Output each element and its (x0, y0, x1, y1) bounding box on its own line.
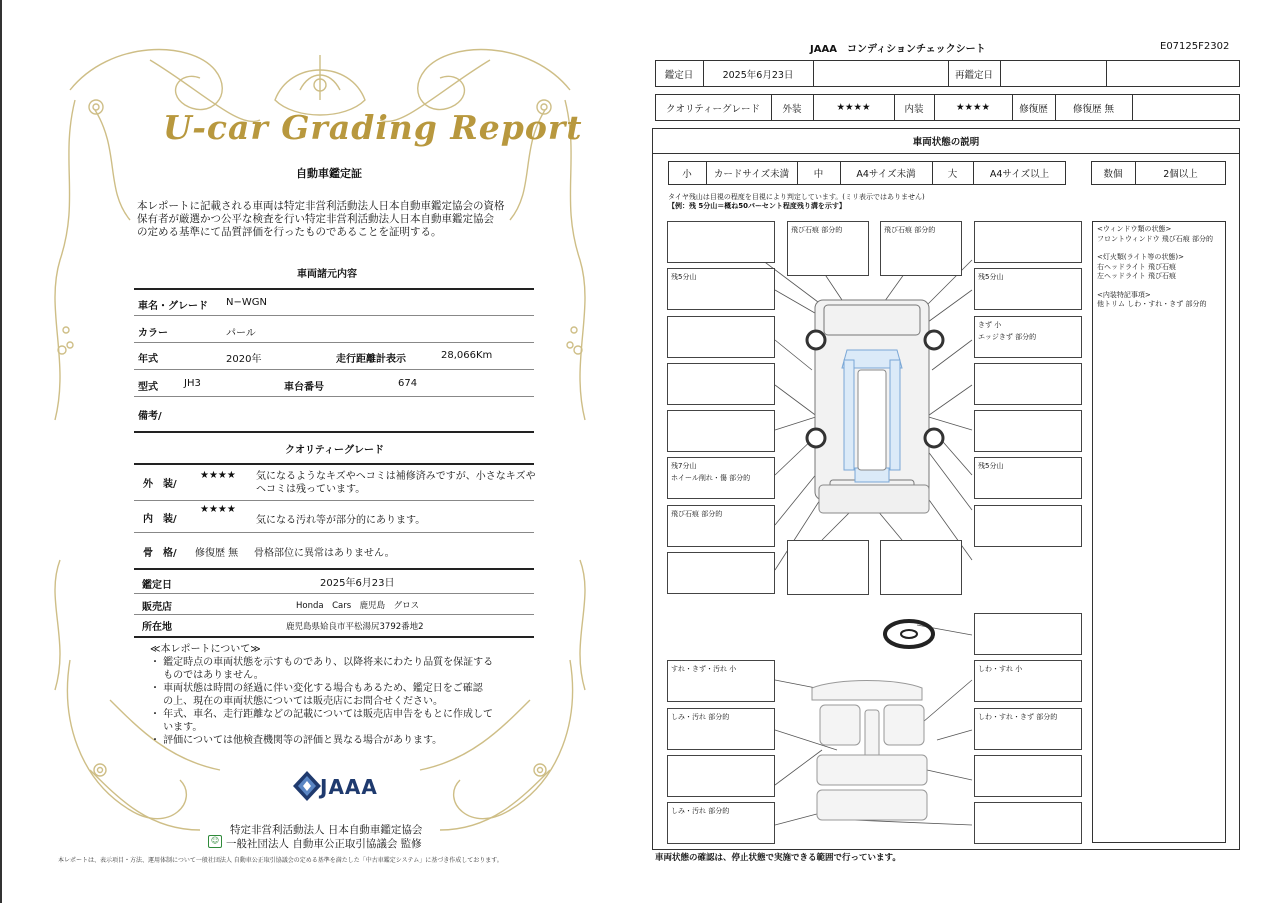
size-large: 大 (947, 169, 958, 180)
note-text: きず 小 (978, 321, 1002, 329)
note-box (974, 613, 1082, 655)
year-value: 2020年 (226, 354, 262, 365)
size-small-desc: カードサイズ未満 (713, 169, 790, 180)
note-line: ・ 鑑定時点の車両状態を示すものであり、以降将来にわたり品質を保証する (150, 657, 494, 668)
divider (134, 463, 534, 465)
divider (134, 500, 534, 501)
note-text: 飛び石痕 部分的 (884, 226, 936, 234)
ext-stars: ★★★★ (836, 102, 871, 113)
org-name-1: 特定非営利活動法人 日本自動車鑑定協会 (230, 824, 423, 836)
note-box-right-rear-tire (974, 457, 1082, 499)
note-text: すれ・きず・汚れ 小 (671, 665, 737, 673)
dealer-value: Honda Cars 鹿児島 グロス (296, 601, 420, 611)
note-box (667, 221, 775, 263)
note-box (974, 755, 1082, 797)
note-text: しみ・汚れ 部分的 (671, 713, 730, 721)
note-line: ・ 車両状態は時間の経過に伴い変化する場合もあるため、鑑定日をご確認 (150, 683, 483, 694)
sheet-title: JAAA コンディションチェックシート (810, 44, 986, 55)
notes-title: ≪本レポートについて≫ (150, 644, 261, 655)
size-mid: 中 (813, 169, 824, 180)
divider (134, 369, 534, 370)
note-line: います。 (150, 722, 203, 733)
certificate-subtitle: 自動車鑑定証 (296, 167, 362, 180)
note-text: しわ・すれ・きず 部分的 (978, 713, 1058, 721)
cell-divider (813, 60, 814, 87)
note-box (974, 410, 1082, 452)
address-value: 鹿児島県姶良市平松湯尻3792番地2 (286, 622, 424, 632)
divider (134, 636, 534, 638)
mileage-value: 28,066Km (441, 350, 493, 361)
appraisal-date-label: 鑑定日 (142, 580, 172, 591)
right-footer: 車両状態の確認は、停止状態で実施できる範囲で行っています。 (655, 853, 901, 863)
note-text: しみ・汚れ 部分的 (671, 807, 730, 815)
cell-divider (1132, 94, 1133, 121)
chassis-value: 674 (398, 378, 418, 389)
side-note-line: <ウィンドウ類の状態> (1097, 225, 1172, 233)
side-note-line: フロントウィンドウ 飛び石痕 部分的 (1097, 234, 1214, 243)
note-box-left-rear (667, 505, 775, 547)
intro-text (137, 200, 505, 239)
note-box-interior-left-2 (667, 708, 775, 750)
color-label: カラー (138, 328, 168, 339)
left-footer: 本レポートは、表示項目・方法、運用体制について一般社団法人 自動車公正取引協議会の定める基準を満たした「中古車鑑定システム」に基づき作成しております。 (58, 857, 503, 864)
note-box (667, 552, 775, 594)
side-note-line: <灯火類(ライト等の状態)> (1097, 253, 1184, 261)
date-label: 鑑定日 (664, 69, 694, 81)
car-name-label: 車名・グレード (138, 301, 208, 312)
note-line: ・ 年式、車名、走行距離などの記載については販売店申告をもとに作成して (150, 709, 493, 720)
exterior-text-line: 気になるようなキズやヘコミは補修済みですが、小さなキズや (256, 471, 536, 482)
note-text: 残5分山 (671, 273, 697, 281)
intro-line: 保有者が厳選かつ公平な検査を行い特定非営利活動法人日本自動車鑑定協会 (137, 213, 494, 225)
car-name-value: N−WGN (226, 297, 267, 308)
note-text: ホイール削れ・傷 部分的 (671, 474, 751, 482)
color-value: パール (226, 328, 256, 339)
note-text: 飛び石痕 部分的 (671, 510, 723, 518)
side-notes (1097, 225, 1213, 310)
count-desc: 2個以上 (1163, 169, 1198, 180)
int-stars: ★★★★ (955, 102, 991, 113)
divider (134, 396, 534, 397)
divider (134, 568, 534, 570)
interior-text: 気になる汚れ等が部分的にあります。 (256, 515, 426, 526)
model-label: 型式 (138, 382, 158, 393)
exterior-text-line: ヘコミは残っています。 (256, 484, 366, 495)
description-title: 車両状態の説明 (912, 136, 980, 148)
note-box (974, 363, 1082, 405)
divider (134, 532, 534, 533)
size-mid-desc: A4サイズ未満 (856, 169, 916, 180)
vehicle-section-title: 車両諸元内容 (297, 269, 357, 280)
side-note-line: 他トリム しわ・すれ・きず 部分的 (1097, 300, 1207, 308)
side-note-line (1097, 244, 1213, 253)
interior-label: 内 装/ (143, 514, 177, 525)
repair-value: 修復歴 無 (1072, 103, 1115, 115)
intro-line: 本レポートに記載される車両は特定非営利活動法人日本自動車鑑定協会の資格 (137, 200, 505, 212)
exterior-text (256, 470, 536, 496)
note-box (974, 505, 1082, 547)
side-notes-panel (1092, 221, 1226, 843)
divider (134, 431, 534, 433)
mileage-label: 走行距離計表示 (336, 354, 406, 365)
appraisal-date-value: 2025年6月23日 (320, 578, 395, 589)
interior-stars: ★★★★ (200, 504, 236, 515)
jaaa-logo-text: JAAA (320, 775, 378, 799)
note-box (880, 540, 962, 595)
note-box-front-left (787, 221, 869, 276)
divider (134, 342, 534, 343)
side-note-line (1097, 282, 1213, 291)
divider (134, 288, 534, 290)
note-box-interior-left-4 (667, 802, 775, 844)
note-box-interior-left-1 (667, 660, 775, 702)
address-label: 所在地 (142, 622, 172, 633)
cell-divider (1000, 60, 1001, 87)
note-box (667, 316, 775, 358)
note-box-left-front-tire (667, 268, 775, 310)
note-text: エッジきず 部分的 (978, 333, 1037, 341)
jaaa-logo-icon (292, 770, 322, 802)
org-name-2: 一般社団法人 自動車公正取引協議会 監修 (226, 838, 422, 850)
tire-note-1: タイヤ残山は目視の程度を目視により判定しています。(ミリ表示ではありません) (668, 193, 925, 201)
note-text: 残7分山 (671, 462, 697, 470)
note-box (974, 802, 1082, 844)
note-box (667, 363, 775, 405)
frame-text: 骨格部位に異常はありません。 (254, 548, 395, 559)
dealer-label: 販売店 (142, 602, 172, 613)
note-text: しわ・すれ 小 (978, 665, 1023, 673)
divider (134, 315, 534, 316)
note-text: 飛び石痕 部分的 (791, 226, 843, 234)
jaaa-logo (292, 770, 322, 806)
exterior-stars: ★★★★ (200, 470, 236, 481)
note-text: 残5分山 (978, 273, 1004, 281)
note-box-right-side (974, 316, 1082, 358)
note-box (787, 540, 869, 595)
quality-section-title: クオリティーグレード (285, 445, 384, 456)
size-large-desc: A4サイズ以上 (989, 169, 1050, 180)
exterior-label: 外 装/ (143, 479, 177, 490)
note-box-interior-right-1 (974, 660, 1082, 702)
chassis-label: 車台番号 (284, 382, 324, 393)
note-box (667, 410, 775, 452)
note-box-left-rear-tire (667, 457, 775, 499)
side-note-line: <内装特記事項> (1097, 290, 1151, 299)
divider (134, 614, 534, 615)
side-note-line: 右ヘッドライト 飛び石痕 (1097, 262, 1177, 271)
cell-divider (1106, 60, 1107, 87)
report-notes (150, 643, 493, 747)
tire-note-2: 【例：残 5分山＝概ね50パーセント程度残り溝を示す】 (668, 202, 846, 210)
note-box-front-right (880, 221, 962, 276)
note-line: の上、現在の車両状態については販売店にお問合せください。 (150, 696, 443, 707)
frame-label: 骨 格/ (143, 548, 177, 559)
frame-value: 修復歴 無 (195, 548, 239, 559)
repair-label: 修復歴 (1019, 103, 1048, 115)
note-box-right-front-tire (974, 268, 1082, 310)
note-box-interior-right-2 (974, 708, 1082, 750)
int-label: 内装 (904, 103, 924, 115)
remarks-label: 備考/ (138, 411, 162, 422)
fair-trade-icon: ☺ (208, 835, 222, 848)
year-label: 年式 (138, 354, 158, 365)
divider (134, 593, 534, 594)
date-value: 2025年6月23日 (722, 69, 794, 81)
size-small: 小 (682, 169, 692, 180)
sheet-code: E07125F2302 (1160, 41, 1230, 52)
reappraisal-label: 再鑑定日 (954, 69, 993, 81)
note-text: 残5分山 (978, 462, 1004, 470)
ext-label: 外装 (782, 103, 802, 115)
model-value: JH3 (184, 378, 201, 389)
note-line: ものではありません。 (150, 670, 264, 681)
divider (652, 153, 1240, 154)
qg-label: クオリティーグレード (665, 103, 761, 115)
report-title: U-car Grading Report (163, 108, 583, 147)
note-box (667, 755, 775, 797)
intro-line: の定める基準にて品質評価を行ったものであることを証明する。 (137, 226, 442, 238)
note-line: ・ 評価については他検査機関等の評価と異なる場合があります。 (150, 735, 443, 746)
note-box (974, 221, 1082, 263)
side-note-line: 左ヘッドライト 飛び石痕 (1097, 272, 1177, 280)
count-label: 数個 (1103, 169, 1123, 180)
